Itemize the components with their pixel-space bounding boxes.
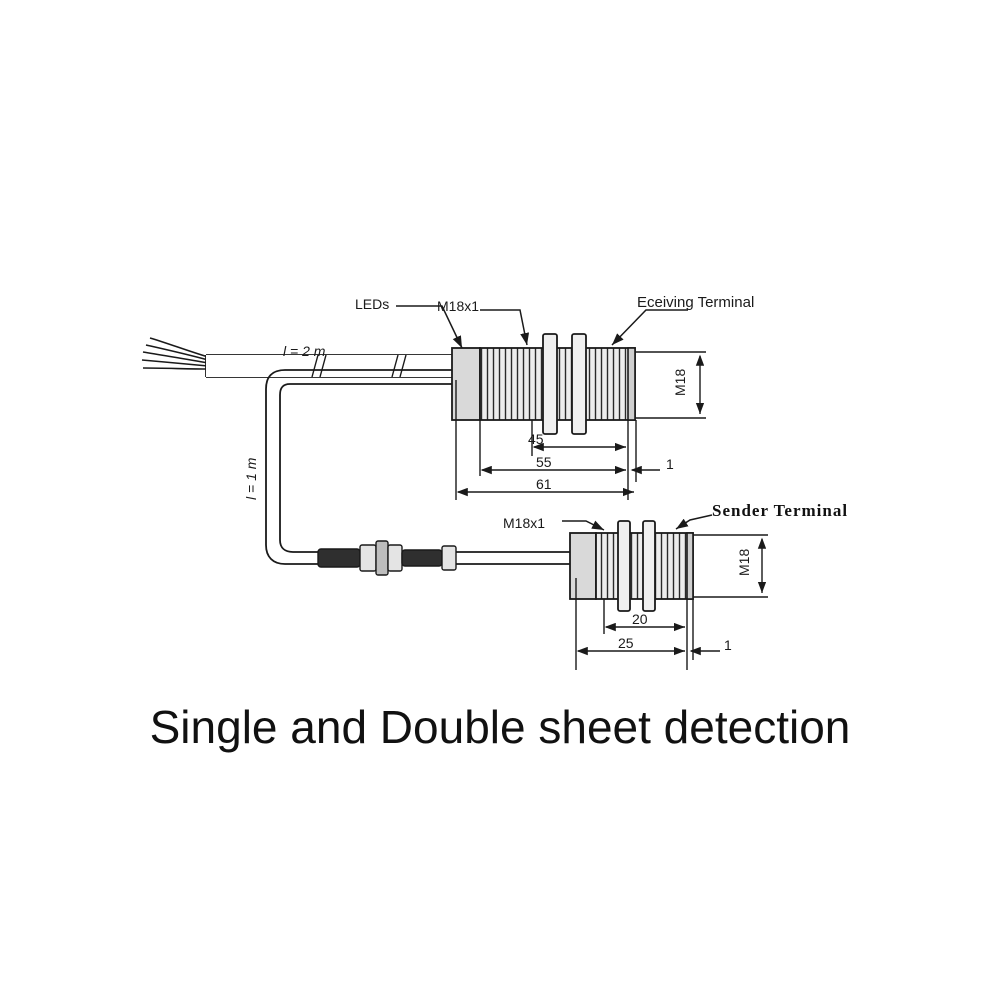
label-m18-bottom: M18	[736, 548, 752, 576]
label-cable-length-top: l = 2 m	[283, 343, 326, 359]
bottom-cable	[520, 552, 570, 564]
label-receiving-terminal: Eceiving Terminal	[637, 294, 755, 311]
top-cable-wires	[142, 338, 208, 369]
dimension-55: 55	[536, 454, 552, 470]
bottom-leader-lines	[562, 515, 712, 530]
figure-caption: Single and Double sheet detection	[149, 701, 851, 753]
label-thread-top: M18x1	[437, 298, 480, 314]
dimension-1-top: 1	[666, 456, 674, 472]
label-cable-length-left: l = 1 m	[243, 457, 259, 500]
label-leds: LEDs	[355, 296, 390, 312]
dimension-20: 20	[632, 611, 648, 627]
dimension-61: 61	[536, 476, 552, 492]
bottom-sensor-cap	[570, 533, 596, 599]
bottom-sensor-face	[687, 533, 693, 599]
dimension-1-bottom: 1	[724, 637, 732, 653]
label-m18-top: M18	[672, 368, 688, 396]
left-cable	[266, 370, 452, 564]
label-thread-bottom: M18x1	[503, 515, 546, 531]
bottom-m18-dimension	[693, 535, 768, 597]
cable-connector	[318, 541, 520, 575]
dimension-45: 45	[528, 431, 544, 447]
top-cable-sheath	[206, 355, 452, 377]
top-sensor-face	[628, 348, 635, 420]
label-sender-terminal: Sender Terminal	[712, 501, 849, 520]
dimension-25: 25	[618, 635, 634, 651]
top-m18-dimension	[635, 352, 706, 418]
